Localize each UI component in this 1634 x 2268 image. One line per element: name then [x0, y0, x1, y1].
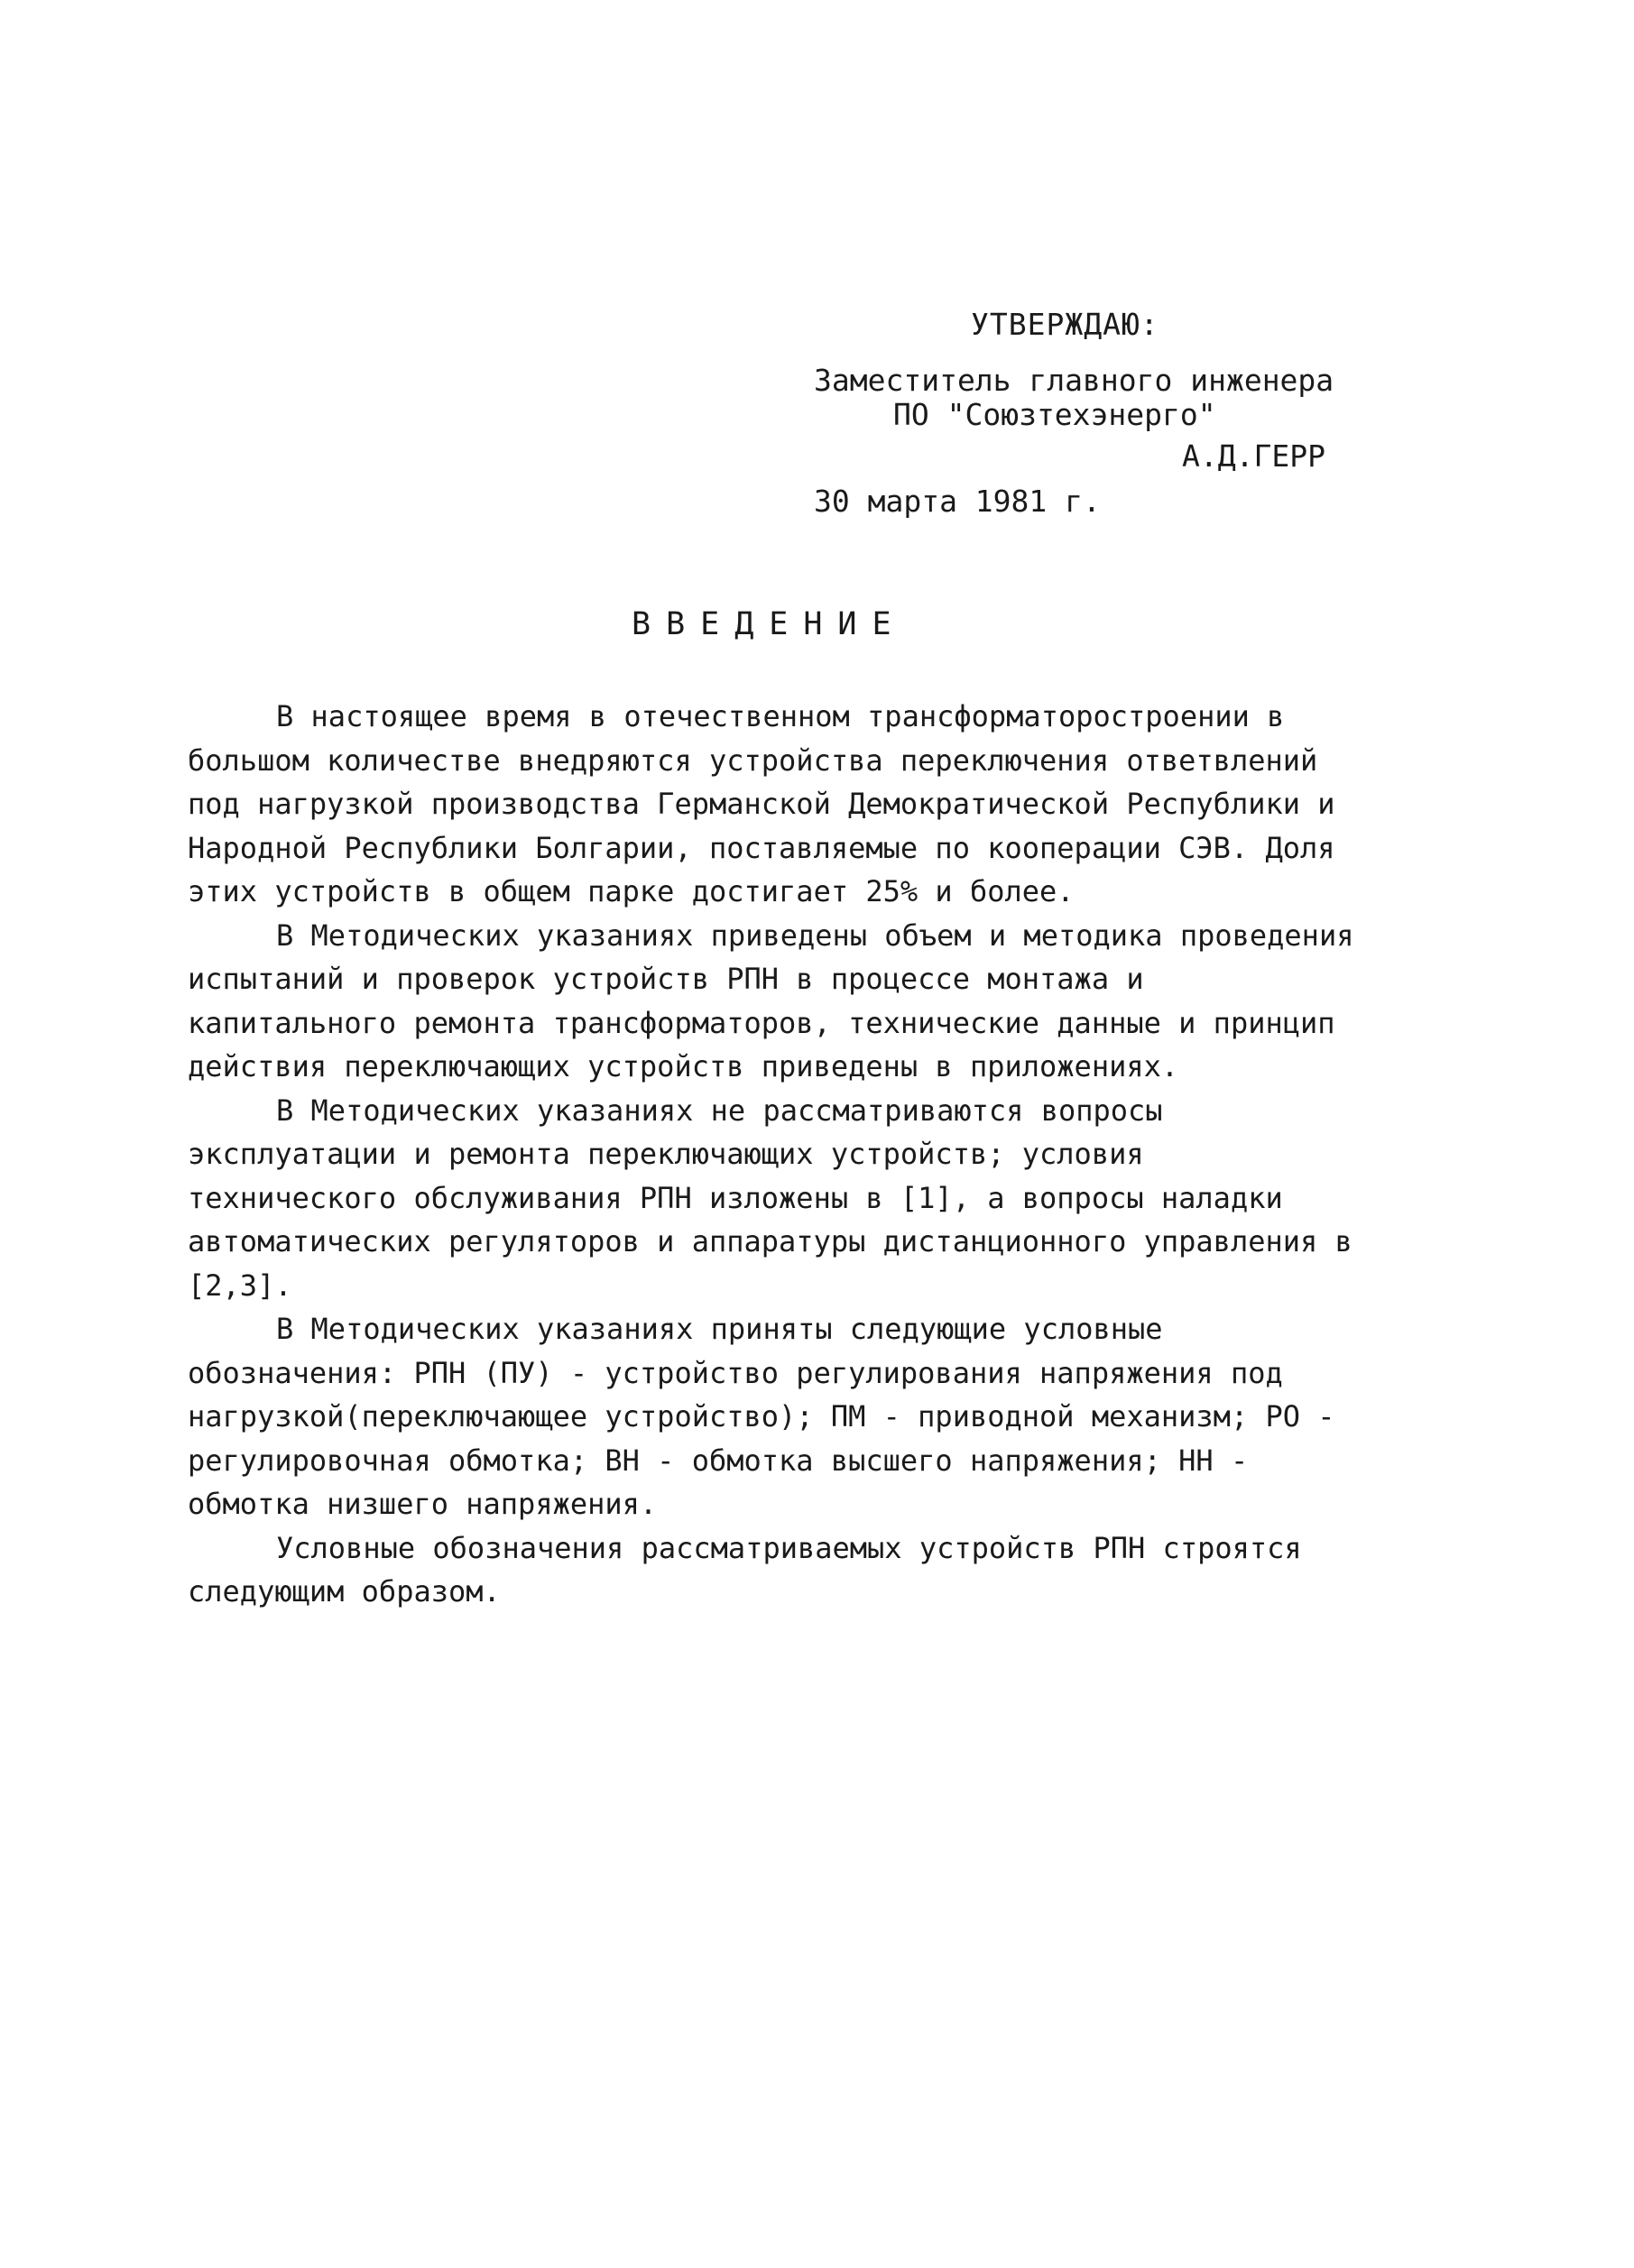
approval-signer: А.Д.ГЕРР [1182, 438, 1325, 474]
approval-position-line1: Заместитель главного инженера [814, 363, 1334, 398]
paragraph: Условные обозначения рассматриваемых устройств РПН строятся следующим образом. [188, 1530, 1302, 1609]
section-title: ВВЕДЕНИЕ [632, 606, 907, 642]
approval-heading: УТВЕРЖДАЮ: [971, 307, 1159, 342]
body-text [188, 695, 1370, 1614]
approval-position-line2: ПО "Союзтехэнерго" [893, 397, 1216, 432]
paragraph: В настоящее время в отечественном трансформаторостроении в большом количестве внедряются устройства переключения ответвлений под нагрузкой производства Германской Демократической Республики и Народной Республики Болгарии, поставляемые по кооперации СЭВ. Доля этих устройств в общем парке достигает 25% и более. [188, 699, 1335, 908]
paragraph: В Методических указаниях приведены объем и методика проведения испытаний и проверок устройств РПН в процессе монтажа и капитального ремонта трансформаторов, технические данные и принцип действия переключающих устройств приведены в приложениях. [188, 917, 1354, 1083]
approval-date: 30 марта 1981 г. [814, 484, 1101, 519]
paragraph: В Методических указаниях приняты следующие условные обозначения: РПН (ПУ) - устройство регулирования напряжения под нагрузкой(переключающее устройство); ПМ - приводной механизм; РО - регулировочная обмотка; ВН - обмотка высшего напряжения; НН - обмотка низшего напряжения. [188, 1312, 1335, 1521]
paragraph: В Методических указаниях не рассматриваются вопросы эксплуатации и ремонта переключающих устройств; условия технического обслуживания РПН изложены в [1], а вопросы наладки автоматических регуляторов и аппаратуры дистанционного управления в [2,3]. [188, 1093, 1352, 1303]
